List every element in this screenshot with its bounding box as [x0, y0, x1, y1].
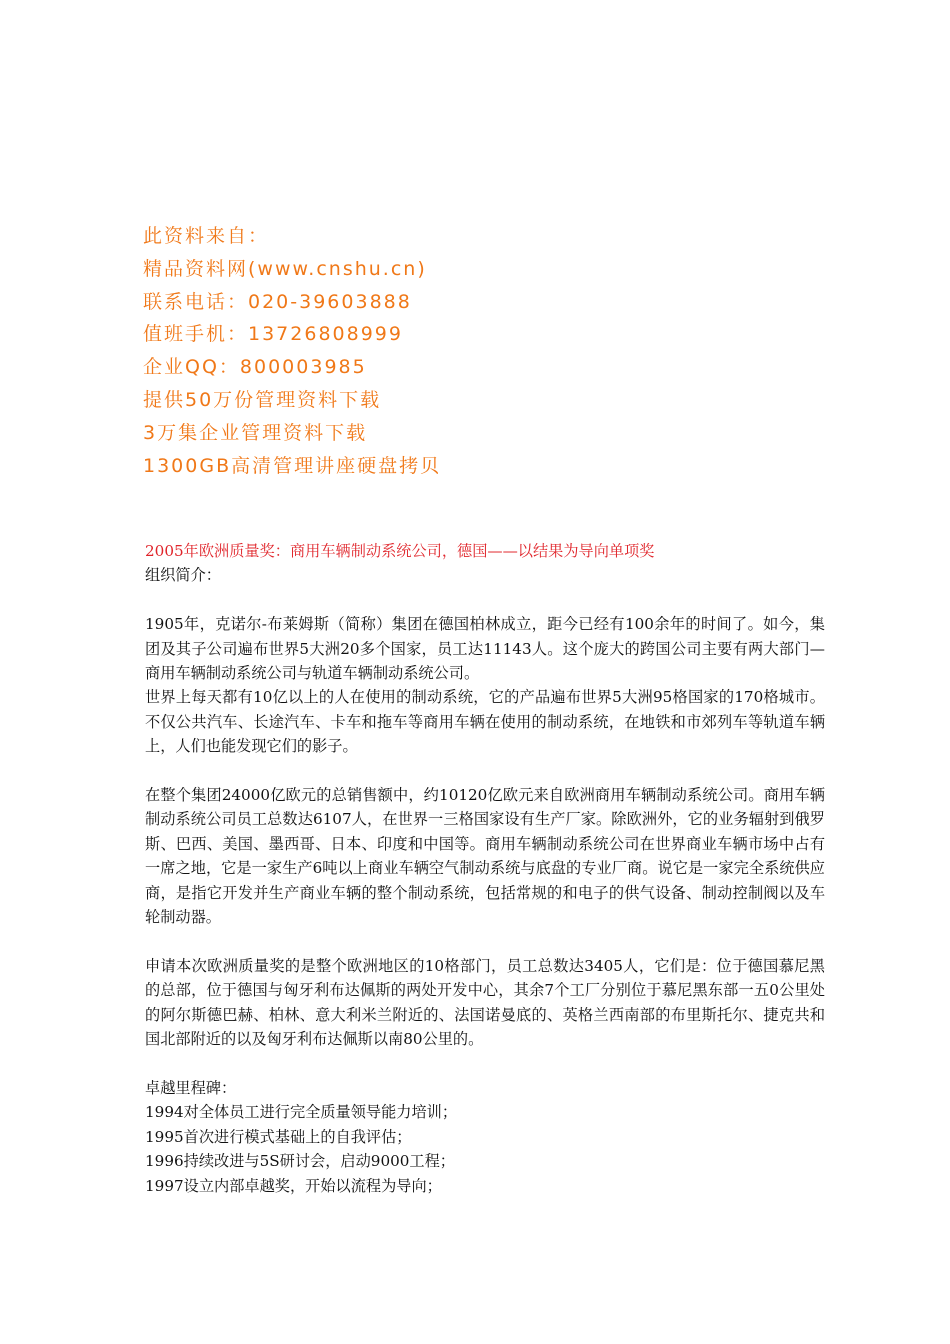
milestones-label: 卓越里程碑： [145, 1078, 237, 1097]
document-title: 2005年欧洲质量奖：商用车辆制动系统公司，德国——以结果为导向单项奖 [145, 542, 655, 560]
spacer [145, 1051, 825, 1075]
milestone-item: 1996持续改进与5S研讨会，启动9000工程； [145, 1152, 455, 1171]
milestone-item: 1997设立内部卓越奖，开始以流程为导向； [145, 1176, 442, 1195]
spacer [145, 588, 825, 612]
intro-label: 组织简介： [145, 566, 221, 585]
promo-line-mobile: 值班手机：13726808999 [143, 323, 403, 346]
paragraph-history: 1905年，克诺尔-布莱姆斯（简称）集团在德国柏林成立，距今已经有100余年的时间了。如今，集团及其子公司遍布世界5大洲20多个国家，员工达11143人。这个庞大的跨国公司主要有两大部门—商用车辆制动系统公司与轨道车辆制动系统公司。 [145, 615, 825, 683]
promo-line-offer-1: 提供50万份管理资料下载 [143, 388, 382, 411]
milestone-item: 1994对全体员工进行完全质量领导能力培训； [145, 1103, 458, 1122]
paragraph-sales: 在整个集团24000亿欧元的总销售额中，约10120亿欧元来自欧洲商用车辆制动系统公司。商用车辆制动系统公司员工总数达6107人，在世界一三格国家设有生产厂家。除欧洲外，它的业务辐射到俄罗斯、巴西、美国、墨西哥、日本、印度和中国等。商用车辆制动系统公司在世界商业车辆市场中占有一席之地，它是一家生产6吨以上商业车辆空气制动系统与底盘的专业厂商。说它是一家完全系统供应商，是指它开发并生产商业车辆的整个制动系统，包括常规的和电子的供气设备、制动控制阀以及车轮制动器。 [145, 786, 825, 927]
spacer [145, 759, 825, 783]
milestone-item: 1995首次进行模式基础上的自我评估； [145, 1127, 412, 1146]
promo-line-qq: 企业QQ：800003985 [143, 356, 367, 379]
paragraph-applicant: 申请本次欧洲质量奖的是整个欧洲地区的10格部门，员工总数达3405人，它们是：位于德国慕尼黑的总部，位于德国与匈牙利布达佩斯的两处开发中心，其余7个工厂分别位于慕尼黑东部一五0公里处的阿尔斯德巴赫、柏林、意大利米兰附近的、法国诺曼底的、英格兰西南部的布里斯托尔、捷克共和国北部附近的以及匈牙利布达佩斯以南80公里的。 [145, 956, 825, 1049]
paragraph-products: 世界上每天都有10亿以上的人在使用的制动系统，它的产品遍布世界5大洲95格国家的170格城市。不仅公共汽车、长途汽车、卡车和拖车等商用车辆在使用的制动系统，在地铁和市郊列车等轨道车辆上，人们也能发现它们的影子。 [145, 688, 825, 756]
promo-line-phone: 联系电话：020-39603888 [143, 290, 412, 313]
promo-line-offer-3: 1300GB高清管理讲座硬盘拷贝 [143, 454, 442, 477]
promo-line-offer-2: 3万集企业管理资料下载 [143, 421, 368, 444]
spacer [145, 929, 825, 953]
document-body [145, 539, 825, 1198]
promo-line-website: 精品资料网(www.cnshu.cn) [143, 257, 427, 280]
source-promo-block [143, 220, 441, 482]
promo-line-source: 此资料来自： [143, 225, 270, 247]
